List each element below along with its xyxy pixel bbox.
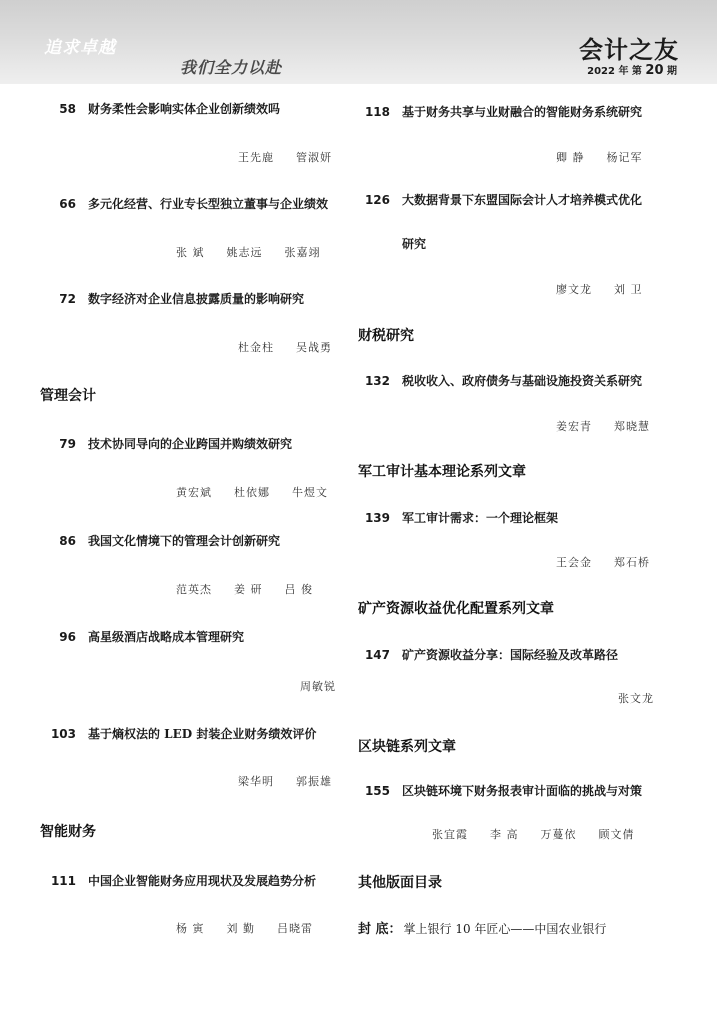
authors-118: [556, 149, 643, 165]
toc-entry-111[interactable]: [40, 872, 316, 889]
toc-entry-126[interactable]: [358, 191, 642, 208]
authors-58: [238, 149, 332, 165]
author: 万蔓依: [540, 828, 577, 841]
toc-entry-79[interactable]: [40, 435, 292, 452]
author: 张宜霞: [432, 828, 468, 841]
author: 顾文倩: [598, 828, 635, 841]
slogan-2: 我们全力以赴: [180, 58, 283, 77]
toc-entry-155[interactable]: [358, 782, 642, 799]
author: 张文龙: [618, 692, 654, 705]
article-title-line2: 研究: [402, 237, 427, 251]
toc-entry-147[interactable]: [358, 646, 618, 663]
article-title-line1: 大数据背景下东盟国际会计人才培养模式优化: [402, 193, 643, 207]
article-title: 中国企业智能财务应用现状及发展趋势分析: [88, 874, 317, 888]
page-number: 111: [50, 874, 76, 888]
author: 郭振雄: [296, 775, 332, 788]
author: 杜金柱: [238, 341, 274, 354]
page-number: 103: [50, 727, 76, 741]
authors-126: [556, 281, 643, 297]
author: 吕晓雷: [277, 922, 313, 935]
page-number: 139: [364, 511, 390, 525]
authors-103: [238, 773, 332, 789]
back-cover-text: 掌上银行 10 年匠心——中国农业银行: [403, 922, 607, 936]
article-title: 基于熵权法的 LED 封装企业财务绩效评价: [88, 727, 317, 741]
authors-86: [176, 581, 313, 597]
authors-139: [556, 554, 650, 570]
toc-entry-66[interactable]: [40, 195, 328, 212]
article-title: 税收收入、政府债务与基础设施投资关系研究: [402, 374, 643, 388]
article-title: 技术协同导向的企业跨国并购绩效研究: [88, 437, 293, 451]
author: 范英杰: [176, 583, 212, 596]
author: 管淑妍: [296, 151, 332, 164]
author: 李 高: [490, 828, 519, 841]
author: 郑晓慧: [614, 420, 650, 433]
page-number: 155: [364, 784, 390, 798]
author: 周敏锐: [300, 680, 336, 693]
author: 郑石桥: [614, 556, 650, 569]
toc-entry-118[interactable]: [358, 103, 642, 120]
toc-entry-139[interactable]: [358, 509, 558, 526]
article-title: 军工审计需求：一个理论框架: [402, 511, 559, 525]
slogan-1: 追求卓越: [44, 38, 116, 58]
author: 吴战勇: [296, 341, 332, 354]
toc-entry-96[interactable]: [40, 628, 244, 645]
author: 刘 卫: [614, 283, 643, 296]
article-title: 财务柔性会影响实体企业创新绩效吗: [88, 102, 281, 116]
toc-entry-86[interactable]: [40, 532, 280, 549]
author: 王会金: [556, 556, 592, 569]
toc-entry-58[interactable]: [40, 100, 280, 117]
article-title: 数字经济对企业信息披露质量的影响研究: [88, 292, 305, 306]
page-number: 72: [59, 292, 76, 306]
author: 牛煜文: [292, 486, 328, 499]
magazine-title: 会计之友: [579, 36, 679, 64]
page-number: 96: [59, 630, 76, 644]
toc-entry-132[interactable]: [358, 372, 642, 389]
authors-132: [556, 418, 650, 434]
author: 张嘉翊: [284, 246, 321, 259]
back-cover-label: 封 底：: [358, 922, 402, 937]
authors-72: [238, 339, 332, 355]
section-military-audit: 军工审计基本理论系列文章: [358, 464, 526, 480]
author: 张 斌: [176, 246, 205, 259]
issue-suffix: 期: [667, 66, 677, 77]
authors-79: [176, 484, 328, 500]
author: 王先鹿: [238, 151, 274, 164]
issue-info: [587, 62, 677, 78]
page-number: 147: [364, 648, 390, 662]
issue-year: 2022 年 第: [587, 66, 642, 77]
article-title: 区块链环境下财务报表审计面临的挑战与对策: [402, 784, 643, 798]
author: 姚志远: [226, 246, 263, 259]
page-number: 79: [59, 437, 76, 451]
article-title: 高星级酒店战略成本管理研究: [88, 630, 245, 644]
section-management-accounting: 管理会计: [40, 388, 96, 404]
page-number: 118: [364, 105, 390, 119]
back-cover-entry: [358, 918, 606, 937]
section-other-pages: 其他版面目录: [358, 875, 442, 891]
page-number: 132: [364, 374, 390, 388]
authors-147: [618, 690, 654, 706]
author: 姜 研: [234, 583, 263, 596]
author: 梁华明: [238, 775, 274, 788]
author: 杜依娜: [234, 486, 270, 499]
author: 黄宏斌: [176, 486, 212, 499]
page-number: 58: [59, 102, 76, 116]
article-title: 多元化经营、行业专长型独立董事与企业绩效: [88, 197, 329, 211]
author: 刘 勤: [226, 922, 255, 935]
issue-number: 20: [645, 63, 664, 78]
author: 卿 静: [556, 151, 585, 164]
article-title: 矿产资源收益分享：国际经验及改革路径: [402, 648, 619, 662]
article-title: 我国文化情境下的管理会计创新研究: [88, 534, 281, 548]
toc-entry-103[interactable]: [40, 725, 316, 742]
toc-entry-72[interactable]: [40, 290, 304, 307]
section-mineral-resources: 矿产资源收益优化配置系列文章: [358, 601, 554, 617]
article-title: 基于财务共享与业财融合的智能财务系统研究: [402, 105, 643, 119]
section-tax-research: 财税研究: [358, 328, 414, 344]
author: 姜宏青: [556, 420, 592, 433]
authors-155: [432, 826, 635, 842]
authors-111: [176, 920, 313, 936]
authors-66: [176, 244, 321, 260]
author: 杨记军: [606, 151, 643, 164]
section-smart-finance: 智能财务: [40, 824, 96, 840]
author: 杨 寅: [176, 922, 205, 935]
author: 廖文龙: [556, 283, 592, 296]
page-number: 126: [364, 193, 390, 207]
section-blockchain: 区块链系列文章: [358, 739, 456, 755]
page-number: 66: [59, 197, 76, 211]
authors-96: [300, 678, 336, 694]
page-number: 86: [59, 534, 76, 548]
author: 吕 俊: [284, 583, 313, 596]
